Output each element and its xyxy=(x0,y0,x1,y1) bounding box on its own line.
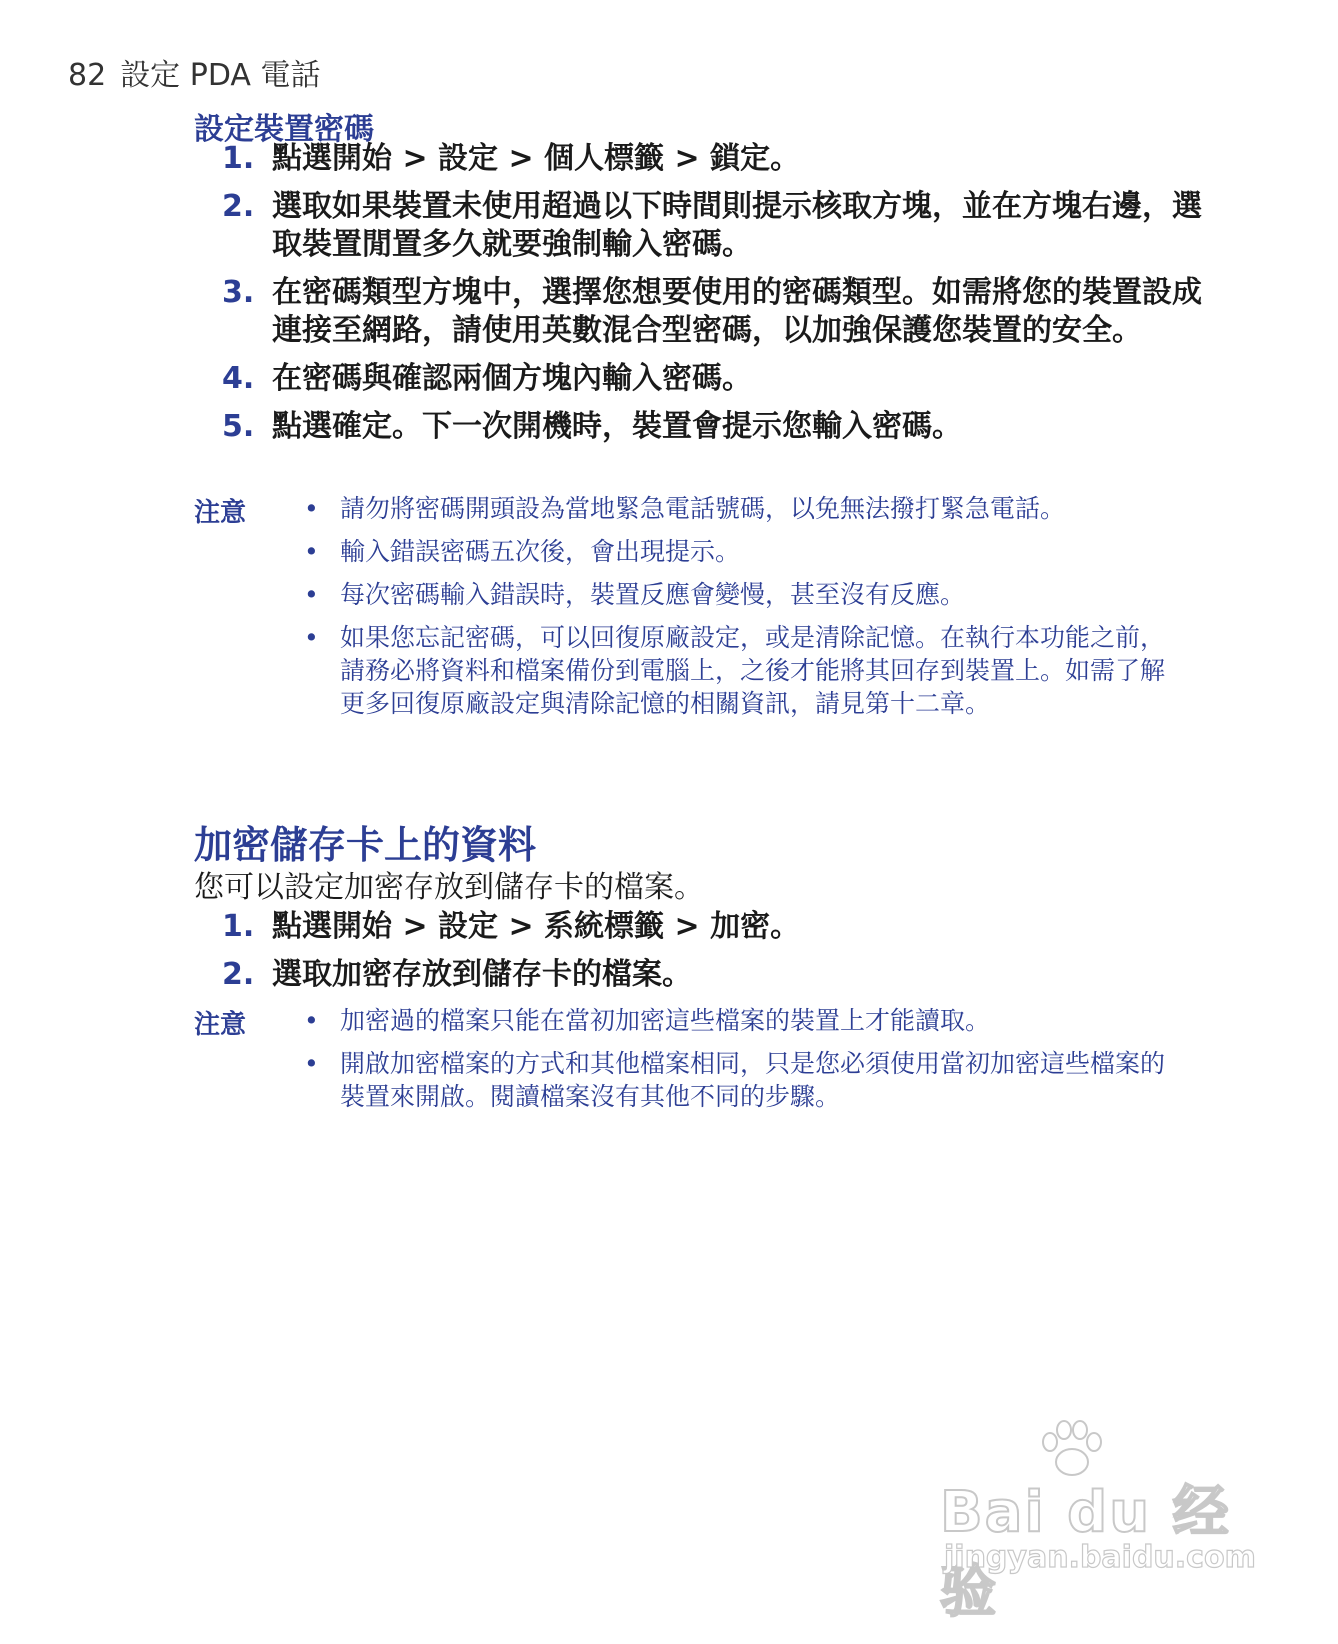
note-item xyxy=(304,621,1184,720)
note-list xyxy=(304,1004,1184,1123)
watermark-brand: Bai du 经验 xyxy=(940,1480,1231,1625)
bullet-icon: • xyxy=(304,623,319,652)
step-text: 點選開始 > 設定 > 系統標籤 > 加密。 xyxy=(272,909,801,944)
step-number: 2. xyxy=(222,957,255,992)
step-text: 在密碼與確認兩個方塊內輸入密碼。 xyxy=(272,361,752,396)
note-text: 開啟加密檔案的方式和其他檔案相同，只是您必須使用當初加密這些檔案的裝置來開啟。閱讀檔案沒有其他不同的步驟。 xyxy=(340,1049,1166,1111)
note-text: 每次密碼輸入錯誤時，裝置反應會變慢，甚至沒有反應。 xyxy=(340,580,966,609)
step-number: 5. xyxy=(222,409,255,444)
step-text: 選取加密存放到儲存卡的檔案。 xyxy=(272,957,692,992)
section-title-device-password: 設定裝置密碼 xyxy=(194,112,374,147)
step-text: 選取如果裝置未使用超過以下時間則提示核取方塊，並在方塊右邊，選取裝置閒置多久就要強制輸入密碼。 xyxy=(272,189,1202,262)
note-label: 注意 xyxy=(194,498,247,528)
note-item xyxy=(304,492,1184,525)
note-text: 輸入錯誤密碼五次後，會出現提示。 xyxy=(340,537,741,566)
step-item xyxy=(222,140,1222,178)
bullet-icon: • xyxy=(304,580,319,609)
note-text: 加密過的檔案只能在當初加密這些檔案的裝置上才能讀取。 xyxy=(340,1006,991,1035)
bullet-icon: • xyxy=(304,1006,319,1035)
step-item xyxy=(222,956,1222,994)
step-text: 點選開始 > 設定 > 個人標籤 > 鎖定。 xyxy=(272,141,801,176)
note-text: 請勿將密碼開頭設為當地緊急電話號碼，以免無法撥打緊急電話。 xyxy=(340,494,1066,523)
step-text: 在密碼類型方塊中，選擇您想要使用的密碼類型。如需將您的裝置設成連接至網路，請使用英數混合型密碼，以加強保護您裝置的安全。 xyxy=(272,275,1202,348)
bullet-icon: • xyxy=(304,494,319,523)
watermark-url: jingyan.baidu.com xyxy=(944,1540,1256,1575)
section1-steps xyxy=(222,140,1222,456)
step-item xyxy=(222,908,1222,946)
section-intro: 您可以設定加密存放到儲存卡的檔案。 xyxy=(194,870,704,905)
note-label: 注意 xyxy=(194,1010,247,1040)
bullet-icon: • xyxy=(304,537,319,566)
note-list xyxy=(304,492,1184,730)
page-header xyxy=(68,50,320,94)
step-number: 3. xyxy=(222,275,255,310)
section2-steps xyxy=(222,908,1222,1004)
step-number: 2. xyxy=(222,189,255,224)
step-item xyxy=(222,274,1222,350)
step-item xyxy=(222,188,1222,264)
section-title-encrypt-card: 加密儲存卡上的資料 xyxy=(194,823,537,867)
step-item xyxy=(222,408,1222,446)
page-number: 82 xyxy=(68,58,107,93)
chapter-title: 設定 PDA 電話 xyxy=(120,58,321,93)
step-text: 點選確定。下一次開機時，裝置會提示您輸入密碼。 xyxy=(272,409,962,444)
note-text: 如果您忘記密碼，可以回復原廠設定，或是清除記憶。在執行本功能之前，請務必將資料和檔案備份到電腦上，之後才能將其回存到裝置上。如需了解更多回復原廠設定與清除記憶的相關資訊，請見第十二章。 xyxy=(340,623,1166,718)
bullet-icon: • xyxy=(304,1049,319,1078)
step-number: 4. xyxy=(222,361,255,396)
note-item xyxy=(304,578,1184,611)
note-item xyxy=(304,535,1184,568)
step-item xyxy=(222,360,1222,398)
baidu-watermark xyxy=(940,1420,1270,1625)
step-number: 1. xyxy=(222,909,255,944)
note-item xyxy=(304,1047,1184,1113)
step-number: 1. xyxy=(222,141,255,176)
note-item xyxy=(304,1004,1184,1037)
